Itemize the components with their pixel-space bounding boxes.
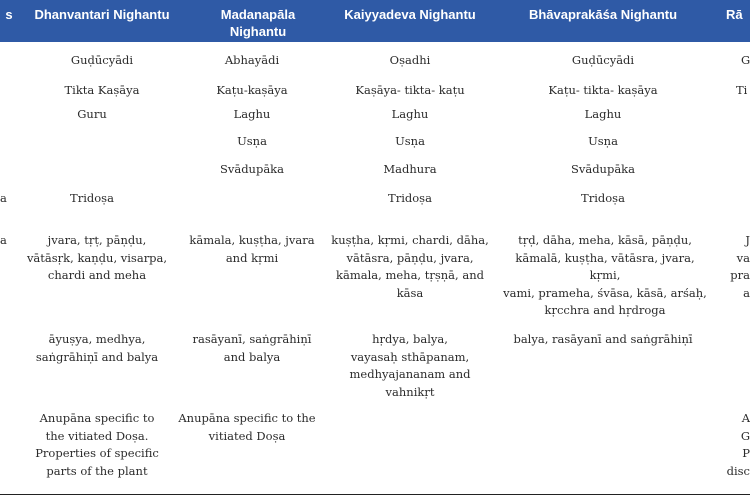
cell-karma-dhanvantari (16, 232, 178, 285)
cell-line: and balya (223, 349, 281, 364)
cell-line: J (745, 233, 750, 247)
cell-dosha-bhavaprakasa: Tridoṣa (581, 191, 625, 205)
cell-line: a (743, 285, 750, 300)
cell-guna-bhavaprakasa: Laghu (584, 107, 622, 121)
cell-line: āyuṣya, medhya, (48, 332, 146, 346)
cell-guna-dhanvantari: Guru (77, 107, 107, 121)
cell-karma-madanapala (178, 232, 326, 267)
cell-gana-kaiyyadeva: Oṣadhi (389, 53, 431, 67)
cell-gana-dhanvantari: Guḍūcyādi (70, 53, 134, 67)
header-madanapala-line2: Nighantu (229, 24, 287, 39)
table-bottom-rule (0, 494, 750, 495)
cell-gana-raja: G (741, 53, 750, 67)
cell-gana-madanapala: Abhayādi (224, 53, 280, 67)
cell-notes-dhanvantari (16, 410, 178, 480)
cell-line: G (740, 428, 750, 443)
cell-dosha-col0: a (0, 191, 7, 205)
header-cell-dhanvantari: Dhanvantari Nighantu (34, 7, 170, 22)
cell-actions-kaiyyadeva (326, 331, 494, 401)
header-cell-madanapala (184, 6, 332, 40)
cell-rasa-madanapala: Kaṭu-kaṣāya (216, 83, 288, 97)
cell-line: kāmala, meha, tṛṣṇā, and (336, 268, 484, 282)
cell-virya-kaiyyadeva: Usṇa (395, 134, 425, 148)
cell-gana-bhavaprakasa: Guḍūcyādi (571, 53, 635, 67)
cell-virya-bhavaprakasa: Usṇa (588, 134, 618, 148)
cell-line: vitiated Doṣa (208, 428, 286, 443)
cell-line: Anupāna specific to the (178, 411, 316, 425)
cell-line: vahnikṛt (385, 384, 435, 399)
cell-line: vātāsra, pāṇḍu, jvara, (346, 250, 474, 265)
cell-line: vayasaḥ sthāpanam, (350, 349, 470, 364)
cell-notes-raja (720, 410, 750, 480)
header-cell-raja: Rā (726, 7, 743, 22)
cell-line: kuṣṭha, kṛmi, chardi, dāha, (331, 233, 489, 247)
cell-karma-raja (730, 232, 750, 302)
cell-karma-bhavaprakasa (500, 232, 710, 320)
cell-line: vami, prameha, śvāsa, kāsā, arśaḥ, (503, 285, 707, 300)
cell-line: A (741, 411, 750, 425)
cell-line: the vitiated Doṣa. (45, 428, 149, 443)
cell-dosha-dhanvantari: Tridoṣa (70, 191, 114, 205)
cell-line: medhyajananam and (349, 367, 471, 381)
cell-line: and kṛmi (225, 250, 279, 265)
header-madanapala-line1: Madanapāla (220, 7, 296, 22)
header-cell-bhavaprakasa: Bhāvaprakāśa Nighantu (528, 7, 678, 22)
cell-line: jvara, tṛṭ, pāṇḍu, (47, 233, 147, 247)
cell-line: P (742, 446, 750, 460)
cell-guna-kaiyyadeva: Laghu (391, 107, 429, 121)
cell-actions-bhavaprakasa (506, 331, 700, 349)
cell-line: rasāyanī, saṅgrāhiṇī (192, 332, 312, 346)
cell-karma-col0: a (0, 233, 7, 247)
cell-line: kāsa (396, 285, 424, 300)
cell-rasa-dhanvantari: Tikta Kaṣāya (64, 83, 140, 97)
cell-line: va (736, 250, 750, 265)
cell-line: tṛḍ, dāha, meha, kāsā, pāṇḍu, (518, 233, 692, 247)
cell-line: hṛdya, balya, (372, 332, 448, 346)
table-header (0, 0, 750, 42)
cell-vipaka-madanapala: Svādupāka (219, 162, 285, 176)
cell-line: chardi and meha (47, 268, 147, 282)
cell-guna-madanapala: Laghu (233, 107, 271, 121)
cell-line: kṛcchra and hṛdroga (544, 303, 666, 317)
cell-line: vātāsṛk, kaṇḍu, visarpa, (26, 250, 168, 265)
cell-line: kāmalā, kuṣṭha, vātāsra, jvara, kṛmi, (515, 250, 695, 282)
cell-actions-dhanvantari (16, 331, 178, 366)
cell-actions-madanapala (178, 331, 326, 366)
cell-rasa-raja: Ti (736, 83, 748, 97)
cell-line: balya, rasāyanī and saṅgrāhiṇī (513, 332, 693, 346)
cell-vipaka-kaiyyadeva: Madhura (383, 162, 437, 176)
cell-vipaka-bhavaprakasa: Svādupāka (570, 162, 636, 176)
cell-line: saṅgrāhiṇī and balya (35, 349, 159, 364)
cell-line: parts of the plant (46, 463, 148, 478)
cell-rasa-bhavaprakasa: Kaṭu- tikta- kaṣāya (548, 83, 658, 97)
header-cell-kaiyyadeva: Kaiyyadeva Nighantu (344, 7, 476, 22)
cell-virya-madanapala: Usṇa (237, 134, 267, 148)
cell-line: Properties of specific (35, 446, 159, 460)
cell-line: disc (726, 463, 750, 478)
cell-dosha-kaiyyadeva: Tridoṣa (388, 191, 432, 205)
header-cell-col0: s (5, 7, 13, 22)
cell-karma-kaiyyadeva (326, 232, 494, 302)
cell-rasa-kaiyyadeva: Kaṣāya- tikta- kaṭu (355, 83, 465, 97)
cell-notes-madanapala (172, 410, 322, 445)
cell-line: Anupāna specific to (39, 411, 155, 425)
cell-line: kāmala, kuṣṭha, jvara (189, 233, 315, 247)
cell-line: pra (730, 268, 750, 282)
